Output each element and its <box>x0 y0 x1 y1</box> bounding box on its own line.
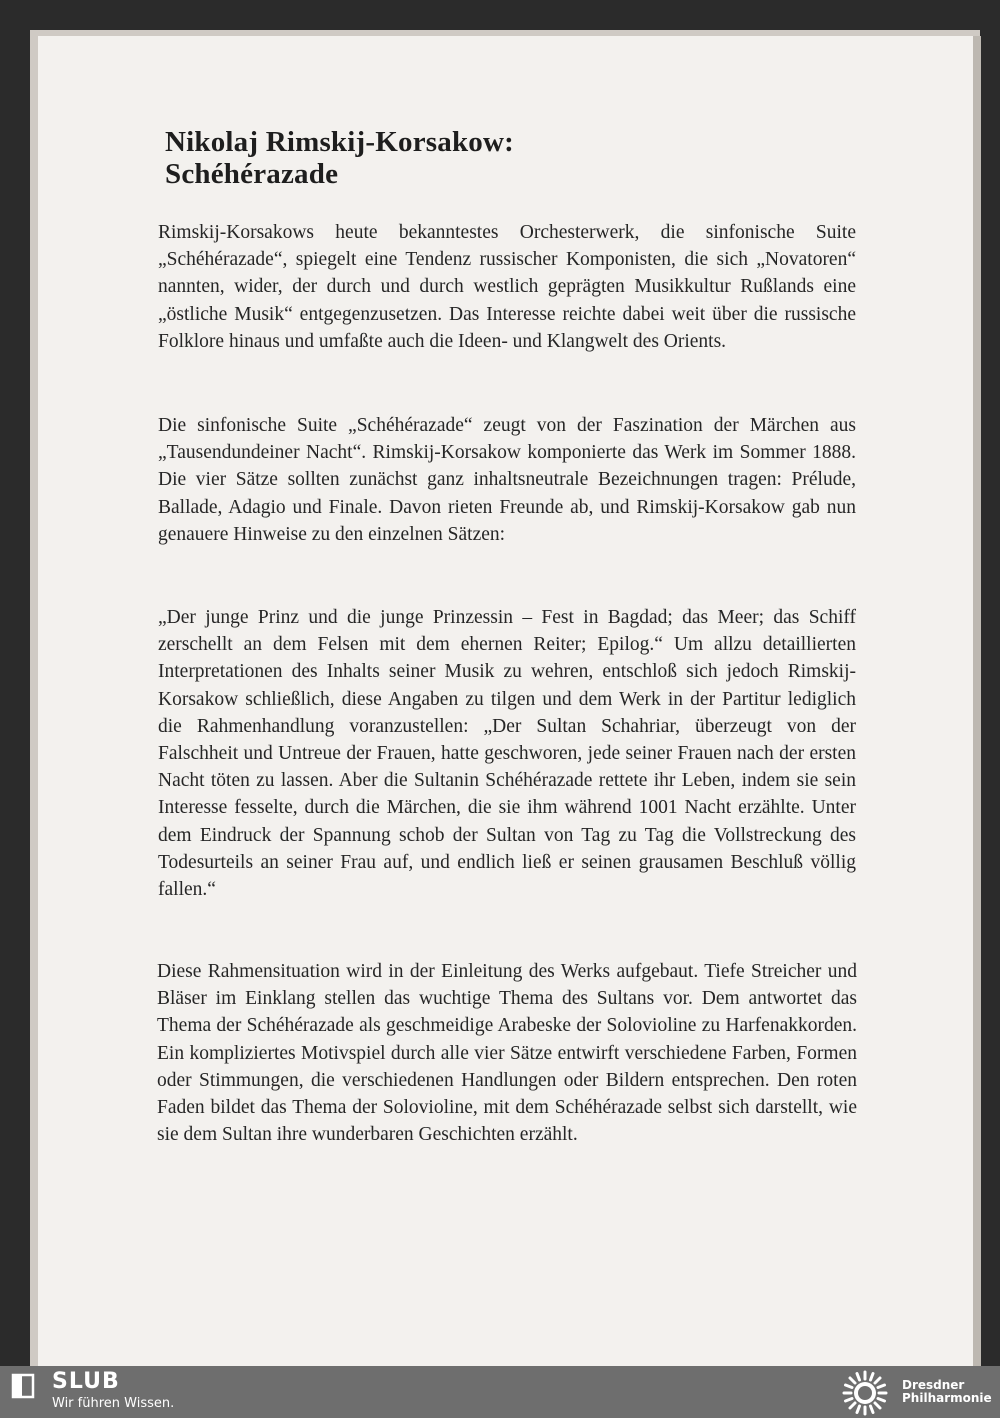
sunburst-logo-icon <box>840 1368 890 1418</box>
title-line-1: Nikolaj Rimskij-Korsakow: <box>165 126 514 158</box>
partner-name <box>902 1379 992 1405</box>
slub-logo-icon <box>10 1373 36 1399</box>
paragraph-2: Die sinfonische Suite „Schéhérazade“ zeugt von der Faszination der Märchen aus „Tausendundeiner Nacht“. Rimskij-Korsakow komponierte das Werk im Sommer 1888. Die vier Sätze sollten zunächst ganz inhaltsneutrale Bezeichnungen tragen: Prélude, Ballade, Adagio und Finale. Davon rieten Freunde ab, und Rimskij-Korsakow gab nun genauere Hinweise zu den einzelnen Sätzen: <box>158 415 856 545</box>
partner-name-line-1: Dresdner <box>902 1378 965 1392</box>
page-title <box>165 126 514 190</box>
paragraph-4: Diese Rahmensituation wird in der Einleitung des Werks aufgebaut. Tiefe Streicher und Bläser im Einklang stellen das wuchtige Thema des Sultans vor. Dem antwortet das Thema der Schéhérazade als geschmeidige Arabeske der Solovioline zu Harfenakkorden. Ein kompliziertes Motivspiel durch alle vier Sätze entwirft verschiedene Farben, Formen oder Stimmungen, die verschiedenen Handlungen oder Bildern entsprechen. Den roten Faden bildet das Thema der Solovioline, mit dem Schéhérazade selbst sich darstellt, wie sie dem Sultan ihre wunderbaren Geschichten erzählt. <box>157 961 857 1146</box>
title-line-2: Schéhérazade <box>165 158 339 190</box>
paragraph-3: „Der junge Prinz und die junge Prinzessin – Fest in Bagdad; das Meer; das Schiff zerschellt an dem Felsen mit dem ehernen Reiter; Epilog.“ Um allzu detaillierten Interpretationen des Inhalts seiner Musik zu wehren, entschloß sich jedoch Rimskij-Korsakow schließlich, diese Angaben zu tilgen und dem Werk in der Partitur lediglich die Rahmenhandlung voranzustellen: „Der Sultan Schahriar, überzeugt von der Falschheit und Untreue der Frauen, hatte geschworen, jede seiner Frauen nach der ersten Nacht töten zu lassen. Aber die Sultanin Schéhérazade rettete ihr Leben, indem sie sein Interesse fesselte, durch die Märchen, die sie ihm während 1001 Nacht erzählte. Unter dem Eindruck der Spannung schob der Sultan von Tag zu Tag die Vollstreckung des Todesurteils an seiner Frau auf, und endlich ließ er seinen grausamen Beschluß völlig fallen.“ <box>158 607 856 901</box>
library-slogan: Wir führen Wissen. <box>52 1396 175 1411</box>
page-edge <box>973 36 981 1366</box>
partner-name-line-2: Philharmonie <box>902 1391 992 1405</box>
library-name: SLUB <box>52 1369 120 1394</box>
paragraph-1: Rimskij-Korsakows heute bekanntestes Orchesterwerk, die sinfonische Suite „Schéhérazade“, spiegelt eine Tendenz russischer Komponisten, die sich „Novatoren“ nannten, wider, der durch und durch westlich geprägten Musikkultur Rußlands eine „östliche Musik“ entgegenzusetzen. Das Interesse reichte dabei weit über die russische Folklore hinaus und umfaßte auch die Ideen- und Klangwelt des Orients. <box>158 222 856 352</box>
footer-bar <box>0 1366 1000 1418</box>
document-page <box>38 36 973 1366</box>
